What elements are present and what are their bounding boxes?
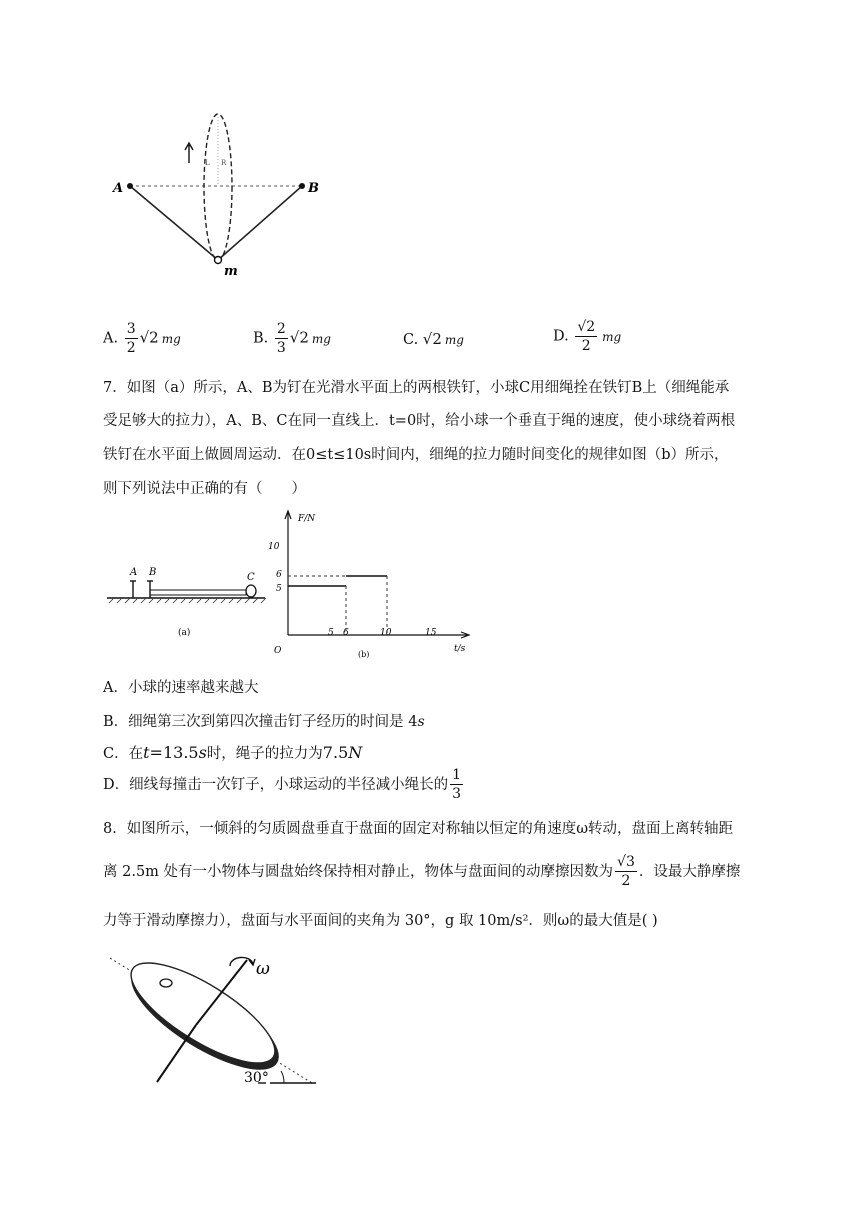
q6-option-b[interactable] (253, 322, 331, 355)
q7-option-c-mid: 时，绳子的拉力为 (206, 746, 323, 762)
q6-option-d[interactable] (553, 320, 621, 353)
option-b-label: B. (253, 330, 269, 347)
option-c-unit: mg (444, 333, 464, 347)
q8-line-2 (103, 855, 740, 888)
rope-a-m (130, 186, 218, 260)
option-b-radical: √2 (289, 328, 309, 347)
q7-option-c-force: 7.5 (322, 743, 349, 762)
option-a-unit: mg (161, 331, 181, 346)
q7-option-b-text: B．细绳第三次到第四次撞击钉子经历的时间是 4 (103, 714, 418, 730)
q7-option-c-unit: s (198, 743, 207, 762)
x-axis-label: t/s (454, 644, 466, 654)
option-d-den: 2 (581, 338, 591, 354)
q7-line-2: 受足够大的拉力），A、B、C在同一直线上．t=0时，给小球一个垂直于绳的速度，使小球绕着两根 (103, 413, 736, 429)
option-b-num: 2 (276, 321, 286, 337)
small-object (160, 979, 172, 987)
q8-fraction-num: √3 (617, 854, 635, 870)
ball-c (246, 585, 256, 597)
label-r: R (221, 159, 227, 167)
label-b: B (149, 567, 157, 578)
origin-label: O (274, 646, 282, 656)
x-tick-15: 15 (425, 628, 437, 638)
omega-label: ω (256, 959, 270, 979)
option-d-unit: mg (602, 329, 622, 344)
y-tick-10: 10 (268, 542, 280, 552)
option-c-radical: √2 (422, 330, 442, 348)
point-b (299, 183, 305, 189)
q6-option-a[interactable] (103, 322, 181, 355)
ball-m (215, 257, 222, 264)
label-a: A (130, 567, 138, 578)
angle-arc (281, 1071, 284, 1083)
q7-option-a[interactable]: A．小球的速率越来越大 (103, 680, 259, 696)
q7-option-c-value: =13.5 (149, 743, 199, 762)
option-d-fraction (575, 320, 597, 353)
q7-option-c[interactable] (103, 745, 362, 762)
q8-line-2-pre: 离 2.5m 处有一小物体与圆盘始终保持相对静止，物体与盘面间的动摩擦因数为 (103, 863, 614, 880)
option-a-fraction (125, 322, 138, 355)
q7-option-d-text: D．细线每撞击一次钉子，小球运动的半径减小绳长的 (103, 776, 449, 793)
q7-option-b-unit: s (417, 714, 425, 730)
label-l: L (205, 159, 210, 167)
x-tick-10: 10 (380, 628, 392, 638)
q7-option-c-t: t (143, 743, 150, 762)
q7-option-c-force-unit: N (348, 743, 363, 762)
q7-option-d-num: 1 (452, 767, 462, 783)
figure-q7-a (105, 555, 270, 640)
label-a: A (113, 181, 124, 196)
angle-label: 30° (244, 1070, 269, 1086)
label-m: m (224, 264, 238, 279)
rotation-arrow-icon (185, 143, 193, 163)
figure-q8 (100, 950, 330, 1090)
q8-fraction (615, 855, 637, 888)
label-b: B (308, 181, 319, 196)
figure-q6 (105, 105, 335, 280)
q7-option-d-fraction (450, 768, 463, 801)
q7-line-3: 铁钉在水平面上做圆周运动．在0≤t≤10s时间内，细绳的拉力随时间变化的规律如图（b）所示， (103, 447, 729, 463)
q8-line-3: 力等于滑动摩擦力），盘面与水平面间的夹角为 30°，g 取 10m/s²．则ω的最大值是( ) (103, 913, 658, 929)
x-tick-6: 6 (343, 628, 349, 638)
option-b-den: 3 (276, 340, 286, 356)
option-d-num: √2 (577, 319, 596, 335)
option-a-den: 2 (126, 340, 136, 356)
option-a-num: 3 (126, 321, 136, 337)
x-tick-5: 5 (328, 628, 334, 638)
option-a-label: A. (103, 330, 119, 347)
q8-line-2-post: ．设最大静摩擦 (638, 863, 741, 880)
rope (150, 590, 246, 595)
figure-q7-b (268, 505, 478, 663)
q7-option-b[interactable] (103, 714, 425, 730)
q6-option-c[interactable] (403, 330, 464, 348)
q7-line-1: 7．如图（a）所示，A、B为钉在光滑水平面上的两根铁钉，小球C用细绳拴在铁钉B上（细绳能承 (103, 380, 730, 396)
q8-fraction-den: 2 (621, 873, 631, 889)
caption-a: (a) (178, 628, 191, 638)
y-tick-5: 5 (276, 584, 282, 594)
q7-option-d[interactable] (103, 768, 465, 801)
caption-b: (b) (358, 650, 370, 659)
option-b-unit: mg (311, 331, 331, 346)
y-tick-6: 6 (276, 570, 282, 580)
q7-option-d-den: 3 (452, 786, 462, 802)
point-a (127, 183, 133, 189)
q7-line-4: 则下列说法中正确的有（ ） (103, 481, 306, 497)
label-c: C (247, 572, 255, 583)
q7-option-c-prefix: C．在 (103, 746, 144, 762)
q8-line-1: 8．如图所示，一倾斜的匀质圆盘垂直于盘面的固定对称轴以恒定的角速度ω转动，盘面上离转轴距 (103, 821, 734, 837)
option-c-label: C. (403, 332, 419, 348)
option-a-radical: √2 (139, 328, 159, 347)
option-d-label: D. (553, 328, 569, 345)
y-axis-label: F/N (298, 514, 316, 524)
option-b-fraction (275, 322, 288, 355)
